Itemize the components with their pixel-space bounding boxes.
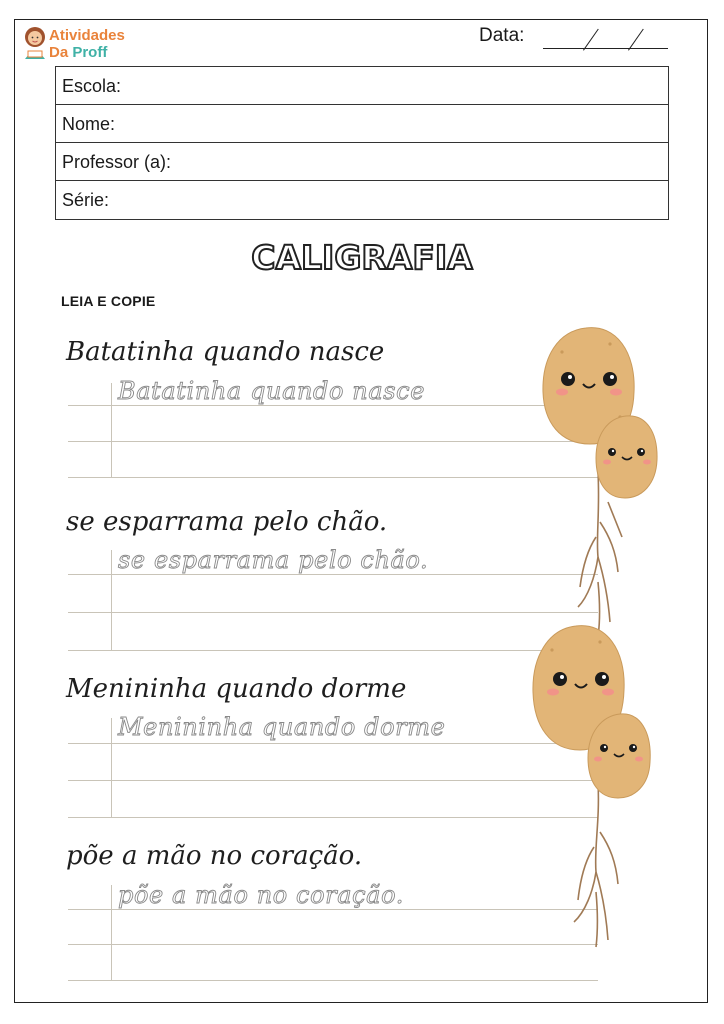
writing-line[interactable] [68, 650, 598, 651]
page-title: CALIGRAFIA [251, 238, 473, 277]
school-field[interactable] [56, 67, 668, 105]
verse-4-model: põe a mão no coração. [66, 841, 363, 871]
writing-line[interactable] [68, 817, 598, 818]
logo-line-1: Atividades [49, 27, 125, 44]
date-label: Data: [479, 25, 525, 46]
teacher-avatar-icon [22, 26, 48, 60]
verse-3-model: Menininha quando dorme [66, 674, 407, 704]
writing-line[interactable] [68, 909, 598, 910]
grade-label: Série: [62, 190, 110, 210]
teacher-field[interactable] [56, 143, 668, 181]
writing-line[interactable] [68, 405, 598, 406]
verse-2-trace: se esparrama pelo chão. [118, 546, 429, 574]
writing-line[interactable] [68, 441, 598, 442]
name-field[interactable] [56, 105, 668, 143]
name-label: Nome: [62, 114, 116, 134]
small-potato-icon [596, 416, 657, 498]
logo-da: Da [49, 44, 73, 61]
logo-line-2 [49, 44, 107, 61]
logo [22, 26, 152, 64]
verse-3-trace: Menininha quando dorme [118, 713, 446, 741]
instruction: LEIA E COPIE [61, 293, 156, 309]
writing-line[interactable] [68, 980, 598, 981]
margin-line [111, 550, 112, 650]
margin-line [111, 885, 112, 981]
writing-line[interactable] [68, 780, 598, 781]
roots-icon [574, 782, 618, 947]
verse-1-model: Batatinha quando nasce [66, 337, 385, 367]
writing-line[interactable] [68, 574, 598, 575]
writing-line[interactable] [68, 743, 598, 744]
teacher-label: Professor (a): [62, 152, 172, 172]
writing-line[interactable] [68, 944, 598, 945]
logo-proff: Proff [72, 44, 108, 61]
potato-illustration-2 [530, 622, 660, 952]
small-potato-icon [588, 714, 650, 798]
margin-line [111, 383, 112, 478]
margin-line [111, 718, 112, 818]
writing-line[interactable] [68, 477, 598, 478]
verse-1-trace: Batatinha quando nasce [118, 377, 426, 405]
potato-illustration-1 [538, 322, 668, 642]
verse-2-model: se esparrama pelo chão. [66, 507, 388, 537]
student-info-form [55, 66, 669, 220]
school-label: Escola: [62, 76, 122, 96]
writing-line[interactable] [68, 612, 598, 613]
date-line[interactable] [543, 48, 668, 49]
verse-4-trace: põe a mão no coração. [118, 881, 404, 909]
grade-field[interactable] [56, 181, 668, 219]
